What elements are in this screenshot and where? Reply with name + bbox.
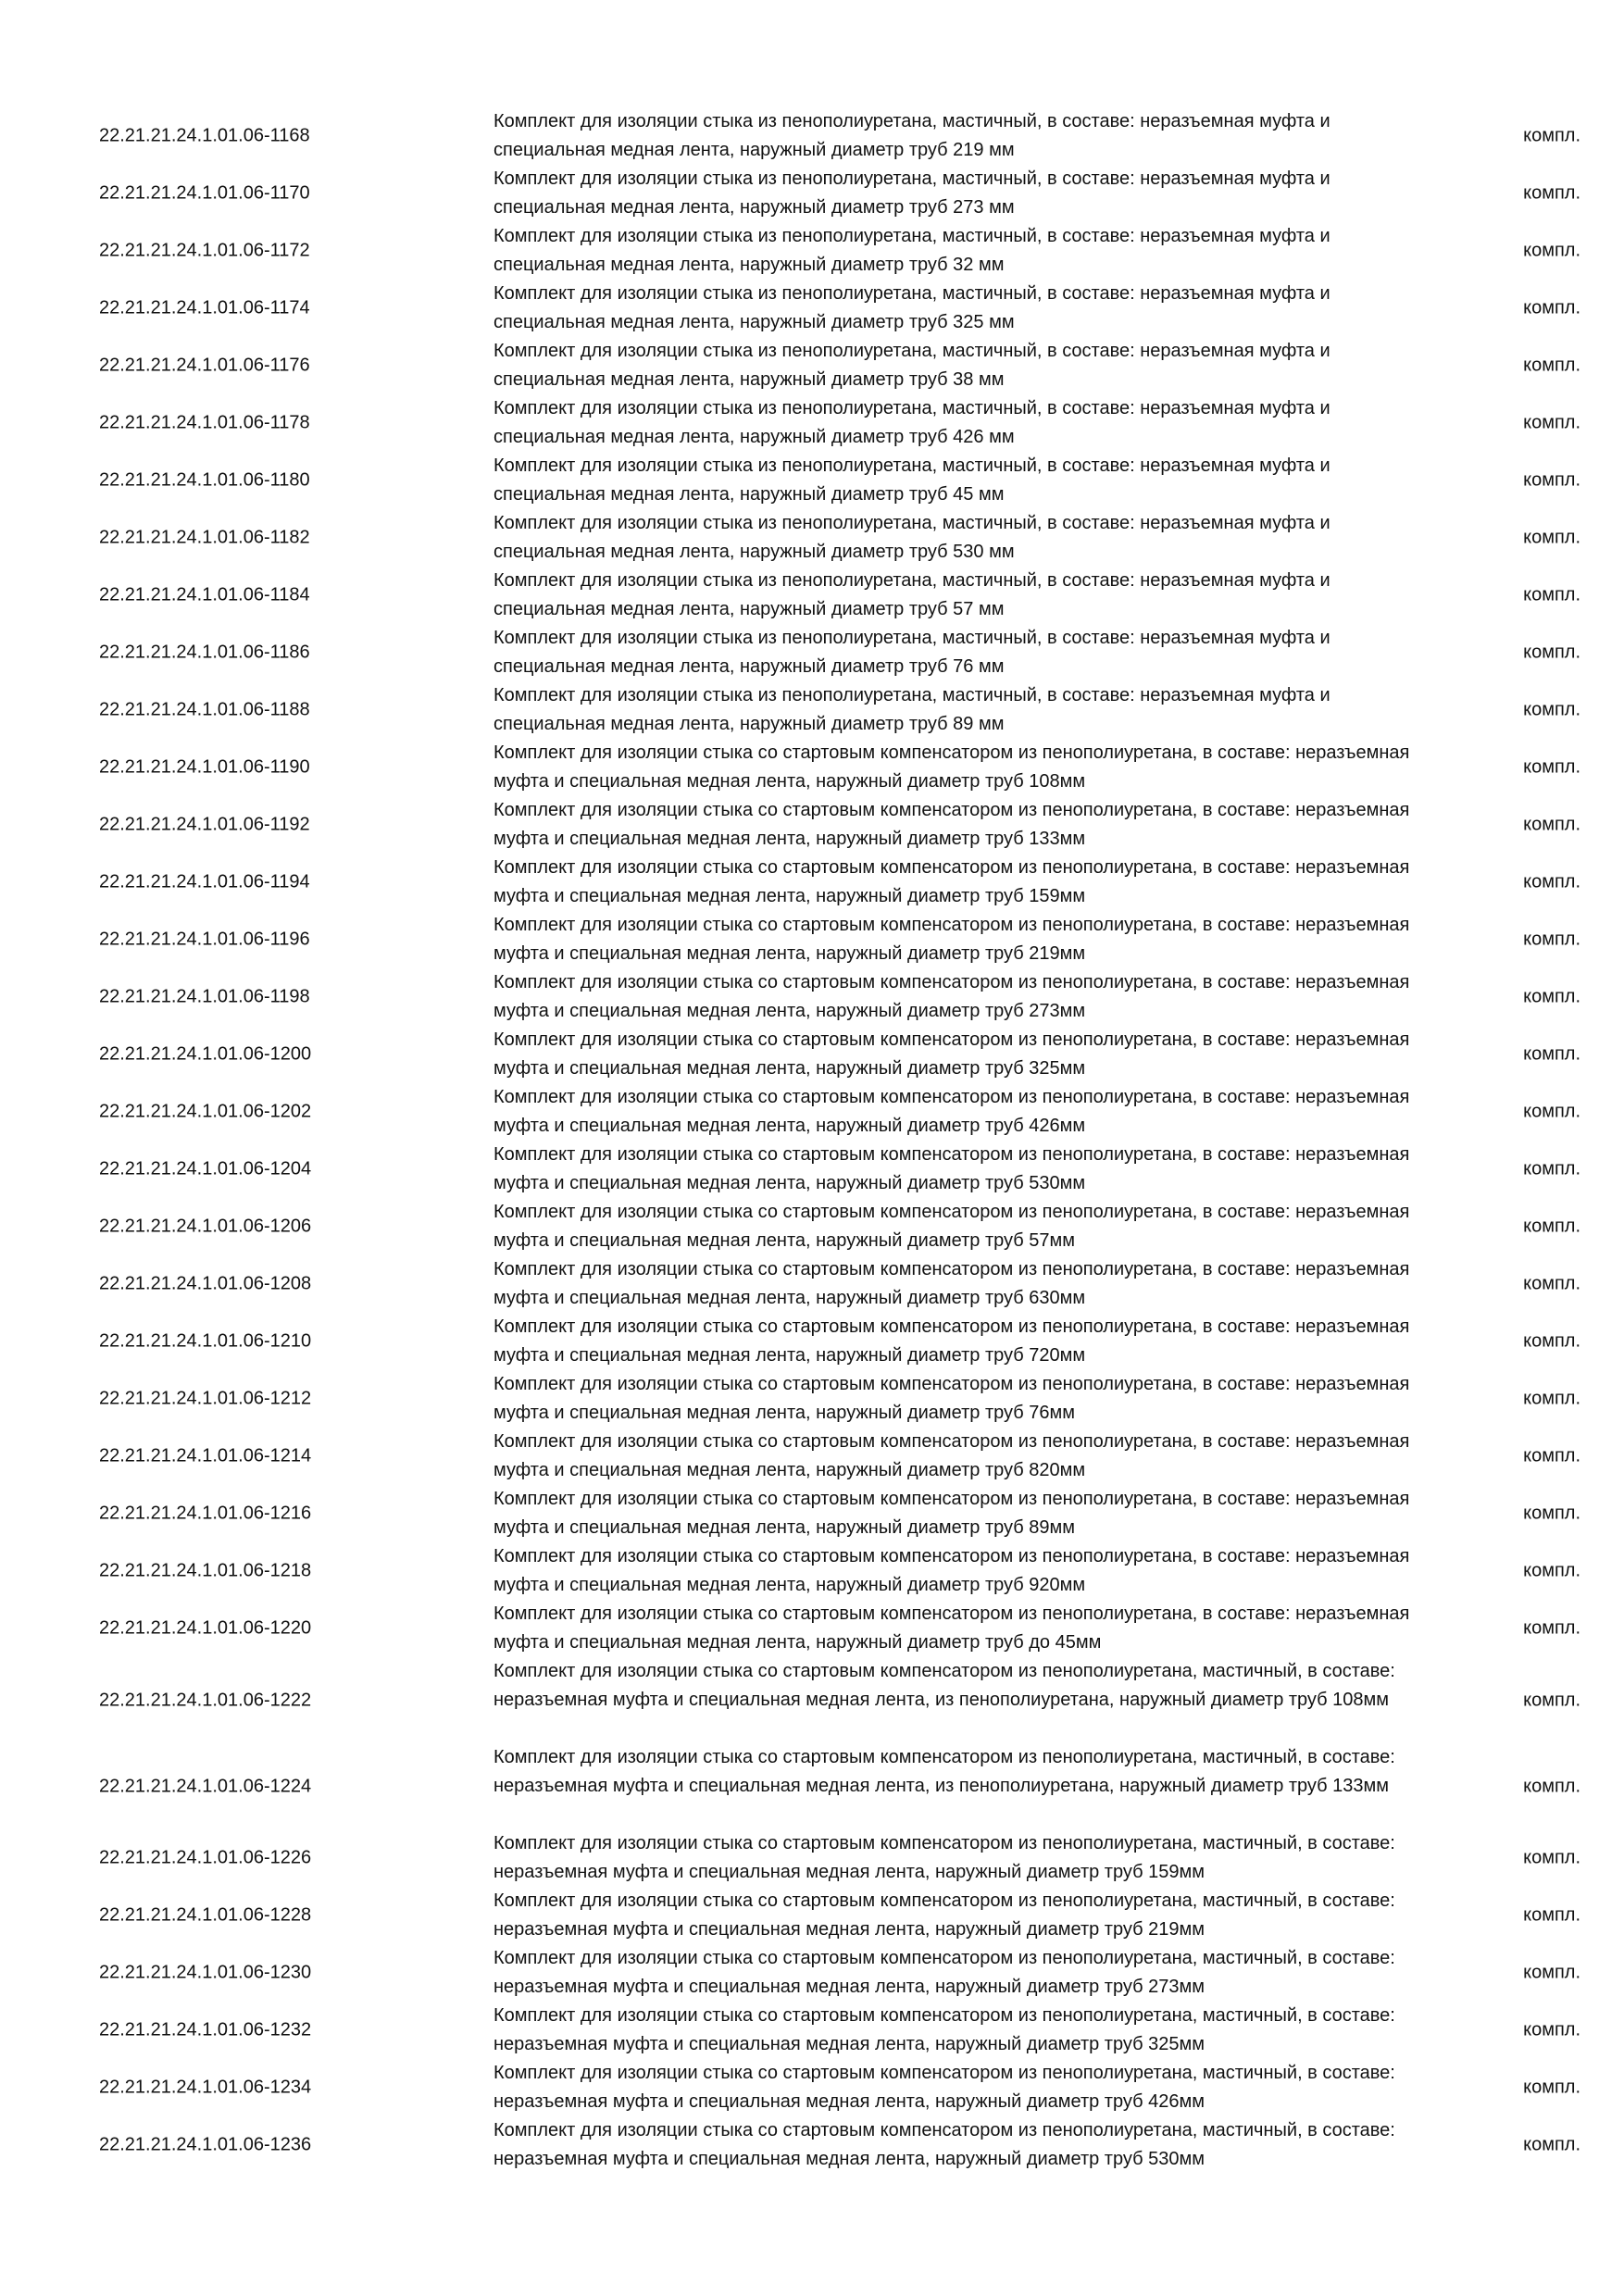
resource-code: 22.21.21.24.1.01.06-1202: [99, 1101, 312, 1122]
resource-unit: компл.: [1523, 814, 1580, 835]
resource-unit: компл.: [1523, 1962, 1580, 1983]
table-row: [0, 222, 1624, 280]
resource-unit: компл.: [1523, 871, 1580, 892]
resource-name: Комплект для изоляции стыка со стартовым компенсатором из пенополиуретана, в составе: неразъемная муфта и специальная медная лента, наружный диаметр труб 159мм: [493, 857, 1410, 906]
resource-code: 22.21.21.24.1.01.06-1214: [99, 1445, 312, 1466]
resource-name: Комплект для изоляции стыка из пенополиуретана, мастичный, в составе: неразъемная муфта и специальная медная лента, наружный диаметр труб 38 мм: [493, 341, 1330, 390]
resource-unit: компл.: [1523, 1388, 1580, 1409]
resource-name: Комплект для изоляции стыка из пенополиуретана, мастичный, в составе: неразъемная муфта и специальная медная лента, наружный диаметр труб 32 мм: [493, 226, 1330, 275]
table-row: [0, 624, 1624, 681]
resource-code: 22.21.21.24.1.01.06-1234: [99, 2077, 312, 2098]
resource-name: Комплект для изоляции стыка со стартовым компенсатором из пенополиуретана, мастичный, в составе: неразъемная муфта и специальная медная лента, наружный диаметр труб 325мм: [493, 2005, 1395, 2054]
resource-name: Комплект для изоляции стыка со стартовым компенсатором из пенополиуретана, мастичный, в составе: неразъемная муфта и специальная медная лента, наружный диаметр труб 273мм: [493, 1948, 1395, 1997]
resource-unit: компл.: [1523, 699, 1580, 720]
resource-name: Комплект для изоляции стыка со стартовым компенсатором из пенополиуретана, в составе: неразъемная муфта и специальная медная лента, наружный диаметр труб 920мм: [493, 1546, 1410, 1595]
resource-code: 22.21.21.24.1.01.06-1180: [99, 469, 310, 491]
table-row: [0, 911, 1624, 968]
resource-name: Комплект для изоляции стыка со стартовым компенсатором из пенополиуретана, в составе: неразъемная муфта и специальная медная лента, наружный диаметр труб 76мм: [493, 1374, 1410, 1423]
table-row: [0, 1428, 1624, 1485]
resource-unit: компл.: [1523, 412, 1580, 433]
resource-name: Комплект для изоляции стыка со стартовым компенсатором из пенополиуретана, мастичный, в составе: неразъемная муфта и специальная медная лента, из пенополиуретана, наружный диаметр труб 133мм: [493, 1747, 1395, 1796]
resource-name: Комплект для изоляции стыка со стартовым компенсатором из пенополиуретана, в составе: неразъемная муфта и специальная медная лента, наружный диаметр труб 89мм: [493, 1489, 1410, 1538]
resource-code: 22.21.21.24.1.01.06-1204: [99, 1158, 312, 1179]
resource-name: Комплект для изоляции стыка со стартовым компенсатором из пенополиуретана, мастичный, в составе: неразъемная муфта и специальная медная лента, из пенополиуретана, наружный диаметр труб 108мм: [493, 1661, 1395, 1710]
resource-unit: компл.: [1523, 469, 1580, 491]
resource-name: Комплект для изоляции стыка со стартовым компенсатором из пенополиуретана, мастичный, в составе: неразъемная муфта и специальная медная лента, наружный диаметр труб 426мм: [493, 2063, 1395, 2112]
table-row: [0, 1141, 1624, 1198]
table-row: [0, 567, 1624, 624]
resource-code: 22.21.21.24.1.01.06-1174: [99, 297, 310, 318]
resource-code: 22.21.21.24.1.01.06-1212: [99, 1388, 312, 1409]
resource-code: 22.21.21.24.1.01.06-1192: [99, 814, 310, 835]
table-row: [0, 1485, 1624, 1542]
resource-unit: компл.: [1523, 125, 1580, 146]
resource-code: 22.21.21.24.1.01.06-1184: [99, 584, 310, 605]
resource-code: 22.21.21.24.1.01.06-1230: [99, 1962, 312, 1983]
resource-code: 22.21.21.24.1.01.06-1168: [99, 125, 310, 146]
resource-code: 22.21.21.24.1.01.06-1188: [99, 699, 310, 720]
resource-code: 22.21.21.24.1.01.06-1218: [99, 1560, 312, 1581]
table-row: [0, 968, 1624, 1026]
resource-code: 22.21.21.24.1.01.06-1182: [99, 527, 310, 548]
resource-name: Комплект для изоляции стыка со стартовым компенсатором из пенополиуретана, в составе: неразъемная муфта и специальная медная лента, наружный диаметр труб 426мм: [493, 1087, 1410, 1136]
table-row: [0, 452, 1624, 509]
resource-name: Комплект для изоляции стыка из пенополиуретана, мастичный, в составе: неразъемная муфта и специальная медная лента, наружный диаметр труб 45 мм: [493, 455, 1330, 505]
resource-code: 22.21.21.24.1.01.06-1216: [99, 1503, 312, 1524]
resource-code: 22.21.21.24.1.01.06-1172: [99, 240, 310, 261]
table-row: [0, 337, 1624, 394]
resource-unit: компл.: [1523, 1273, 1580, 1294]
resource-unit: компл.: [1523, 527, 1580, 548]
table-row: [0, 1887, 1624, 1944]
resource-unit: компл.: [1523, 1043, 1580, 1065]
table-row: [0, 394, 1624, 452]
resource-name: Комплект для изоляции стыка со стартовым компенсатором из пенополиуретана, в составе: неразъемная муфта и специальная медная лента, наружный диаметр труб 530мм: [493, 1144, 1410, 1193]
resource-name: Комплект для изоляции стыка со стартовым компенсатором из пенополиуретана, мастичный, в составе: неразъемная муфта и специальная медная лента, наружный диаметр труб 159мм: [493, 1833, 1395, 1882]
resource-code: 22.21.21.24.1.01.06-1206: [99, 1216, 312, 1237]
resource-name: Комплект для изоляции стыка со стартовым компенсатором из пенополиуретана, в составе: неразъемная муфта и специальная медная лента, наружный диаметр труб 108мм: [493, 742, 1410, 792]
table-row: [0, 796, 1624, 854]
resource-unit: компл.: [1523, 2077, 1580, 2098]
resource-name: Комплект для изоляции стыка со стартовым компенсатором из пенополиуретана, в составе: неразъемная муфта и специальная медная лента, наружный диаметр труб 57мм: [493, 1202, 1410, 1251]
resource-unit: компл.: [1523, 986, 1580, 1007]
table-row: [0, 1944, 1624, 2002]
resource-code: 22.21.21.24.1.01.06-1186: [99, 642, 310, 663]
resource-name: Комплект для изоляции стыка со стартовым компенсатором из пенополиуретана, в составе: неразъемная муфта и специальная медная лента, наружный диаметр труб 820мм: [493, 1431, 1410, 1480]
resource-unit: компл.: [1523, 1617, 1580, 1639]
resource-name: Комплект для изоляции стыка из пенополиуретана, мастичный, в составе: неразъемная муфта и специальная медная лента, наружный диаметр труб 89 мм: [493, 685, 1330, 734]
resource-unit: компл.: [1523, 297, 1580, 318]
resource-name: Комплект для изоляции стыка из пенополиуретана, мастичный, в составе: неразъемная муфта и специальная медная лента, наружный диаметр труб 426 мм: [493, 398, 1330, 447]
resource-code: 22.21.21.24.1.01.06-1176: [99, 355, 310, 376]
resource-unit: компл.: [1523, 584, 1580, 605]
table-row: [0, 1083, 1624, 1141]
resource-name: Комплект для изоляции стыка со стартовым компенсатором из пенополиуретана, в составе: неразъемная муфта и специальная медная лента, наружный диаметр труб 720мм: [493, 1316, 1410, 1366]
resource-name: Комплект для изоляции стыка из пенополиуретана, мастичный, в составе: неразъемная муфта и специальная медная лента, наружный диаметр труб 530 мм: [493, 513, 1330, 562]
resource-name: Комплект для изоляции стыка из пенополиуретана, мастичный, в составе: неразъемная муфта и специальная медная лента, наружный диаметр труб 76 мм: [493, 628, 1330, 677]
table-row: [0, 2002, 1624, 2059]
resource-code: 22.21.21.24.1.01.06-1190: [99, 756, 310, 778]
resource-code: 22.21.21.24.1.01.06-1220: [99, 1617, 312, 1639]
resource-unit: компл.: [1523, 756, 1580, 778]
resource-code: 22.21.21.24.1.01.06-1178: [99, 412, 310, 433]
resource-unit: компл.: [1523, 1847, 1580, 1868]
table-row: [0, 2059, 1624, 2116]
resource-code: 22.21.21.24.1.01.06-1224: [99, 1776, 312, 1796]
resource-unit: компл.: [1523, 1330, 1580, 1352]
table-row: [0, 1657, 1624, 1743]
resource-name: Комплект для изоляции стыка из пенополиуретана, мастичный, в составе: неразъемная муфта и специальная медная лента, наружный диаметр труб 219 мм: [493, 111, 1330, 160]
resource-table: [0, 107, 1624, 2174]
resource-code: 22.21.21.24.1.01.06-1170: [99, 182, 310, 204]
resource-code: 22.21.21.24.1.01.06-1210: [99, 1330, 312, 1352]
resource-unit: компл.: [1523, 929, 1580, 950]
table-row: [0, 1829, 1624, 1887]
resource-code: 22.21.21.24.1.01.06-1194: [99, 871, 310, 892]
resource-code: 22.21.21.24.1.01.06-1208: [99, 1273, 312, 1294]
table-row: [0, 1542, 1624, 1600]
resource-unit: компл.: [1523, 1445, 1580, 1466]
resource-unit: компл.: [1523, 1101, 1580, 1122]
resource-unit: компл.: [1523, 1503, 1580, 1524]
resource-unit: компл.: [1523, 1904, 1580, 1926]
resource-unit: компл.: [1523, 1158, 1580, 1179]
resource-unit: компл.: [1523, 355, 1580, 376]
table-row: [0, 1026, 1624, 1083]
table-row: [0, 739, 1624, 796]
table-row: [0, 1600, 1624, 1657]
resource-name: Комплект для изоляции стыка со стартовым компенсатором из пенополиуретана, мастичный, в составе: неразъемная муфта и специальная медная лента, наружный диаметр труб 219мм: [493, 1890, 1395, 1940]
table-row: [0, 1198, 1624, 1255]
table-row: [0, 107, 1624, 165]
resource-code: 22.21.21.24.1.01.06-1228: [99, 1904, 312, 1926]
resource-name: Комплект для изоляции стыка со стартовым компенсатором из пенополиуретана, в составе: неразъемная муфта и специальная медная лента, наружный диаметр труб 219мм: [493, 915, 1410, 964]
resource-unit: компл.: [1523, 2019, 1580, 2040]
table-row: [0, 1370, 1624, 1428]
resource-name: Комплект для изоляции стыка со стартовым компенсатором из пенополиуретана, в составе: неразъемная муфта и специальная медная лента, наружный диаметр труб 273мм: [493, 972, 1410, 1021]
table-row: [0, 1743, 1624, 1829]
resource-name: Комплект для изоляции стыка из пенополиуретана, мастичный, в составе: неразъемная муфта и специальная медная лента, наружный диаметр труб 273 мм: [493, 168, 1330, 218]
table-row: [0, 509, 1624, 567]
table-row: [0, 854, 1624, 911]
resource-unit: компл.: [1523, 1560, 1580, 1581]
resource-code: 22.21.21.24.1.01.06-1232: [99, 2019, 312, 2040]
resource-code: 22.21.21.24.1.01.06-1236: [99, 2134, 312, 2155]
resource-code: 22.21.21.24.1.01.06-1200: [99, 1043, 312, 1065]
table-row: [0, 681, 1624, 739]
table-row: [0, 1313, 1624, 1370]
resource-code: 22.21.21.24.1.01.06-1226: [99, 1847, 312, 1868]
resource-unit: компл.: [1523, 1690, 1580, 1710]
resource-name: Комплект для изоляции стыка со стартовым компенсатором из пенополиуретана, в составе: неразъемная муфта и специальная медная лента, наружный диаметр труб 630мм: [493, 1259, 1410, 1308]
resource-code: 22.21.21.24.1.01.06-1196: [99, 929, 310, 950]
table-row: [0, 1255, 1624, 1313]
table-row: [0, 2116, 1624, 2174]
resource-name: Комплект для изоляции стыка со стартовым компенсатором из пенополиуретана, в составе: неразъемная муфта и специальная медная лента, наружный диаметр труб 133мм: [493, 800, 1410, 849]
resource-unit: компл.: [1523, 1216, 1580, 1237]
table-row: [0, 165, 1624, 222]
resource-code: 22.21.21.24.1.01.06-1222: [99, 1690, 312, 1710]
resource-name: Комплект для изоляции стыка со стартовым компенсатором из пенополиуретана, мастичный, в составе: неразъемная муфта и специальная медная лента, наружный диаметр труб 530мм: [493, 2120, 1395, 2169]
resource-name: Комплект для изоляции стыка из пенополиуретана, мастичный, в составе: неразъемная муфта и специальная медная лента, наружный диаметр труб 325 мм: [493, 283, 1330, 332]
resource-unit: компл.: [1523, 240, 1580, 261]
resource-unit: компл.: [1523, 2134, 1580, 2155]
resource-unit: компл.: [1523, 182, 1580, 204]
resource-name: Комплект для изоляции стыка со стартовым компенсатором из пенополиуретана, в составе: неразъемная муфта и специальная медная лента, наружный диаметр труб 325мм: [493, 1029, 1410, 1079]
resource-name: Комплект для изоляции стыка из пенополиуретана, мастичный, в составе: неразъемная муфта и специальная медная лента, наружный диаметр труб 57 мм: [493, 570, 1330, 619]
resource-unit: компл.: [1523, 1776, 1580, 1796]
table-row: [0, 280, 1624, 337]
resource-unit: компл.: [1523, 642, 1580, 663]
resource-code: 22.21.21.24.1.01.06-1198: [99, 986, 310, 1007]
resource-name: Комплект для изоляции стыка со стартовым компенсатором из пенополиуретана, в составе: неразъемная муфта и специальная медная лента, наружный диаметр труб до 45мм: [493, 1603, 1410, 1653]
